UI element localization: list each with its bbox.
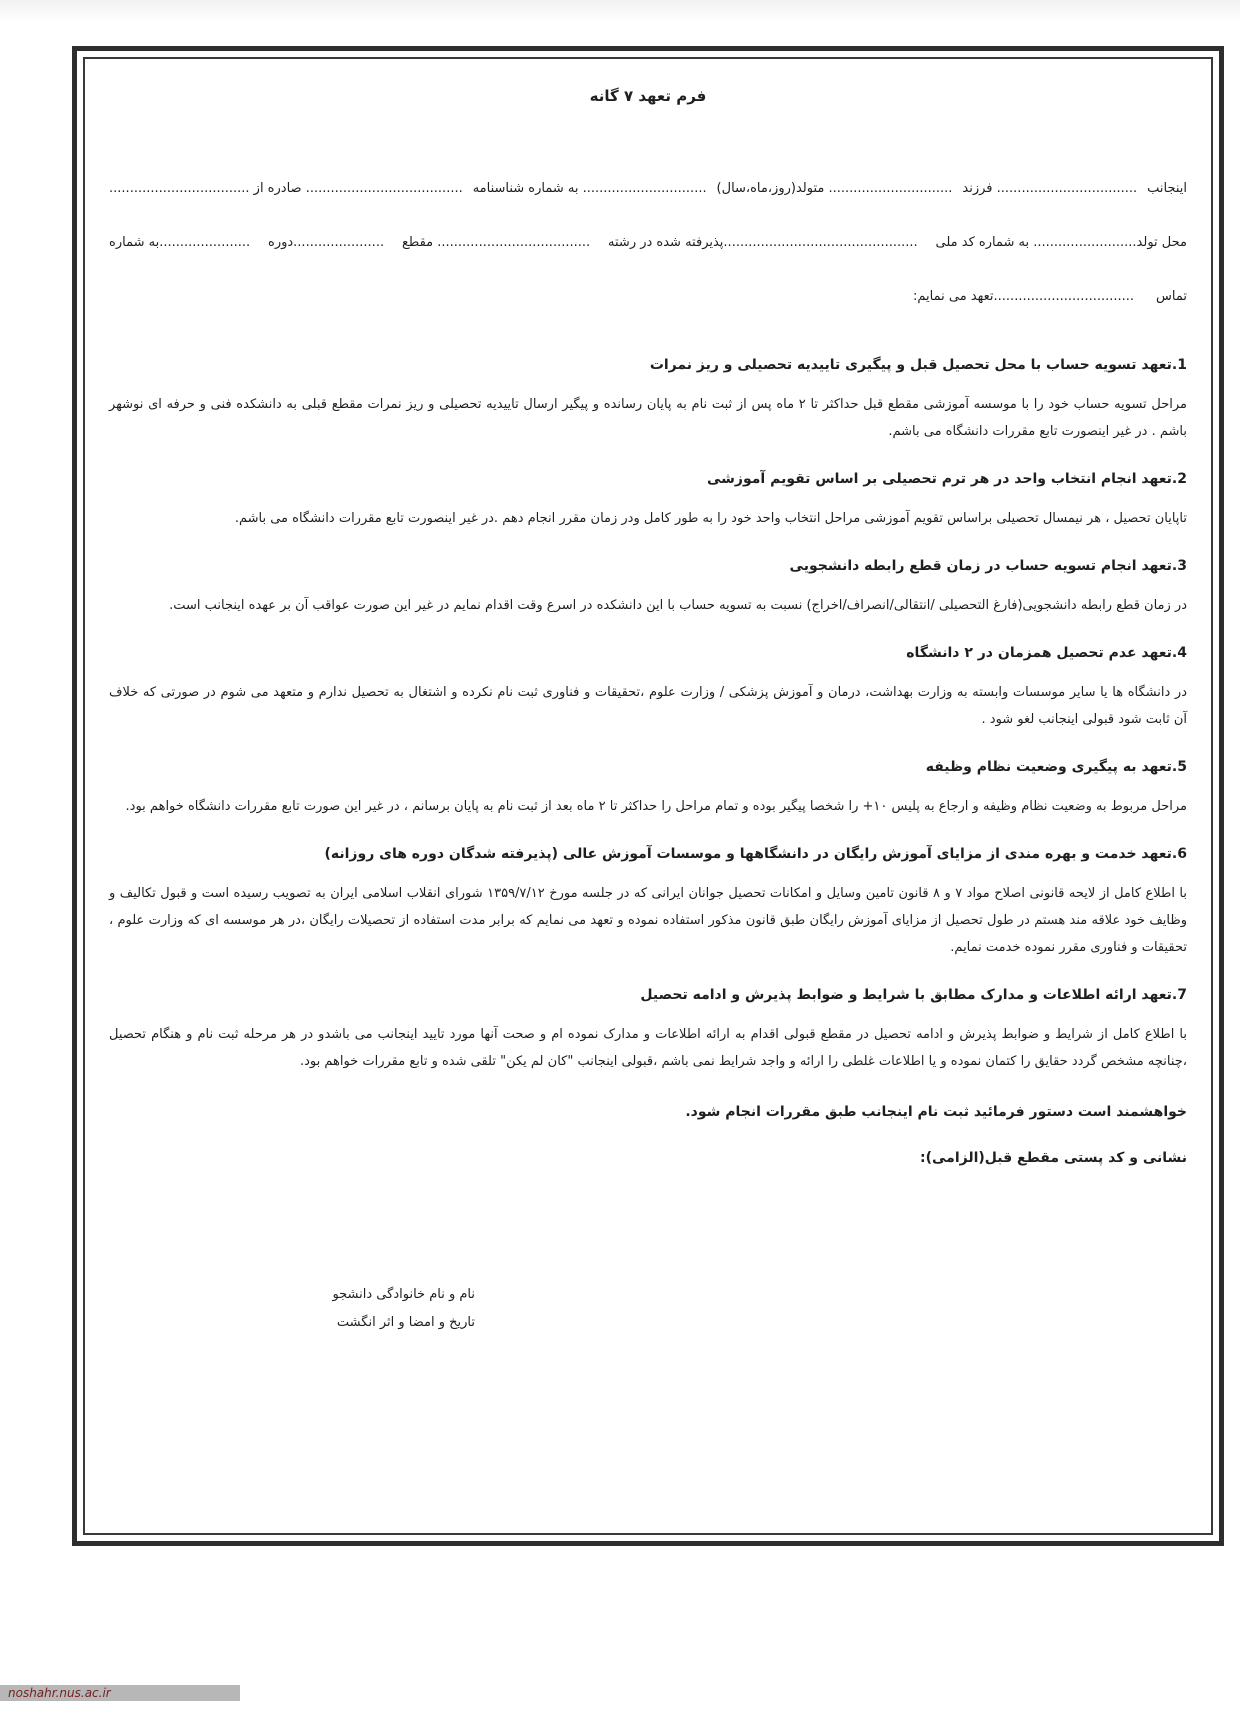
commitment-section-1 <box>109 353 1187 445</box>
fill-line-3 <box>109 277 1187 331</box>
section-6-heading: 6.تعهد خدمت و بهره مندی از مزایای آموزش رایگان در دانشگاهها و موسسات آموزش عالی (پذیرفته شدگان دوره های روزانه) <box>324 846 1187 862</box>
fill-line-2-seg5: ......................به شماره <box>109 235 251 250</box>
fill-line-1-seg2: .................................. فرزند <box>962 181 1138 196</box>
fill-line-2 <box>109 223 1187 277</box>
commitment-section-6 <box>109 842 1187 961</box>
form-frame-inner <box>83 57 1213 1535</box>
section-2-body: تاپایان تحصیل ، هر نیمسال تحصیلی براساس تقویم آموزشی مراحل انتخاب واحد خود را به طور کامل ودر زمان مقرر انجام دهم .در غیر اینصورت تابع مقررات دانشگاه می باشم. <box>234 511 1187 526</box>
section-7-body: با اطلاع کامل از شرایط و ضوابط پذیرش و ادامه تحصیل در مقطع قبولی اقدام به ارائه اطلاعات و مدارک نموده ام و صحت آنها مورد تایید اینجانب می باشدو در هر مرحله ثبت نام و هنگام تحصیل ،چنانچه مشخص گردد حقایق را کتمان نموده و یا اطلاعات غلطی را ارائه و واجد شرایط نمی باشم ،قبولی اینجانب "کان لم یکن" تلقی شده و تابع مقررات خواهم بود. <box>109 1027 1187 1069</box>
fill-line-1-seg3: .............................. متولد(روز،ماه،سال) <box>716 181 953 196</box>
student-name-label: نام و نام خانوادگی دانشجو <box>332 1287 475 1302</box>
commitment-section-7 <box>109 983 1187 1075</box>
fill-line-3-seg1: تماس <box>1156 289 1187 304</box>
section-3-body: در زمان قطع رابطه دانشجویی(فارغ التحصیلی /انتقالی/انصراف/اخراج) نسبت به تسویه حساب با این دانشکده در اسرع وقت اقدام نمایم در غیر این صورت عواقب آن بر عهده اینجانب است. <box>169 598 1187 613</box>
form-frame-outer <box>72 46 1224 1546</box>
fill-line-1-seg4: .............................. به شماره شناسنامه <box>472 181 707 196</box>
section-5-body: مراحل مربوط به وضعیت نظام وظیفه و ارجاع به پلیس ۱۰+ را شخصا پیگیر بوده و تمام مراحل را حداکثر تا ۲ ماه بعد از ثبت نام به پایان برسانم ، در غیر این صورت تابع مقررات دانشگاه خواهم بود. <box>125 799 1187 814</box>
form-title: فرم تعهد ۷ گانه <box>589 87 707 105</box>
fill-line-1-seg5: ...................................... صادره از .................................. <box>109 181 463 196</box>
commitment-section-4 <box>109 641 1187 733</box>
section-4-body: در دانشگاه ها یا سایر موسسات وابسته به وزارت بهداشت، درمان و آموزش پزشکی / وزارت علوم ،تحقیقات و فناوری ثبت نام نکرده و اشتغال به تحصیل ندارم و متعهد می شوم در صورتی که خلاف آن ثابت شود قبولی اینجانب لغو شود . <box>109 685 1187 727</box>
commitment-section-2 <box>109 467 1187 532</box>
section-3-heading: 3.تعهد انجام تسویه حساب در زمان قطع رابطه دانشجویی <box>789 558 1187 574</box>
personal-info-block <box>109 169 1187 331</box>
section-4-heading: 4.تعهد عدم تحصیل همزمان در ۲ دانشگاه <box>906 645 1187 661</box>
fill-line-2-seg4: ......................دوره <box>268 235 385 250</box>
footer-site-url: noshahr.nus.ac.ir <box>8 1686 111 1700</box>
scan-edge <box>0 0 1240 22</box>
section-1-heading: 1.تعهد تسویه حساب با محل تحصیل قبل و پیگیری تاییدیه تحصیلی و ریز نمرات <box>649 357 1187 373</box>
fill-line-1-seg1: اینجانب <box>1147 181 1187 196</box>
fill-line-2-seg1: محل تولد......................... به شماره کد ملی <box>935 235 1187 250</box>
fill-line-3-seg2: ..................................تعهد می نمایم: <box>913 289 1135 304</box>
fill-line-2-seg2: ...............................................پذیرفته شده در رشته <box>608 235 918 250</box>
section-6-body: با اطلاع کامل از لایحه قانونی اصلاح مواد ۷ و ۸ قانون تامین وسایل و امکانات تحصیل جوانان ایرانی که در جلسه مورخ ۱۳۵۹/۷/۱۲ شورای انقلاب اسلامی ایران به تصویب رسیده است و قبول تکالیف و وظایف خود علاقه مند هستم در طول تحصیل از مزایای آموزش رایگان طبق قانون مذکور استفاده نموده و تعهد می نمایم که برابر مدت استفاده از تحصیلات رایگان ،در هر موسسه ای که وزارت علوم ، تحقیقات و فناوری مقرر نموده خدمت نمایم. <box>109 886 1187 955</box>
address-label: نشانی و کد پستی مقطع قبل(الزامی): <box>920 1150 1187 1166</box>
fill-line-2-seg3: ..................................... مقطع <box>401 235 591 250</box>
commitment-section-3 <box>109 554 1187 619</box>
section-1-body: مراحل تسویه حساب خود را با موسسه آموزشی مقطع قبل حداکثر تا ۲ ماه پس از ثبت نام به پایان رسانده و پیگیر ارسال تاییدیه تحصیلی و ریز نمرات مقطع قبلی به دانشکده فنی و حرفه ای نوشهر باشم . در غیر اینصورت تابع مقررات دانشگاه می باشم. <box>109 397 1187 439</box>
date-signature-label: تاریخ و امضا و اثر انگشت <box>336 1315 475 1330</box>
commitment-section-5 <box>109 755 1187 820</box>
section-5-heading: 5.تعهد به پیگیری وضعیت نظام وظیفه <box>925 759 1187 775</box>
closing-request: خواهشمند است دستور فرمائید ثبت نام اینجانب طبق مقررات انجام شود. <box>685 1104 1187 1120</box>
fill-line-1 <box>109 169 1187 223</box>
footer-site-banner <box>0 1673 240 1713</box>
section-7-heading: 7.تعهد ارائه اطلاعات و مدارک مطابق با شرایط و ضوابط پذیرش و ادامه تحصیل <box>640 987 1187 1003</box>
section-2-heading: 2.تعهد انجام انتخاب واحد در هر ترم تحصیلی بر اساس تقویم آموزشی <box>706 471 1187 487</box>
signature-block <box>275 1281 475 1337</box>
